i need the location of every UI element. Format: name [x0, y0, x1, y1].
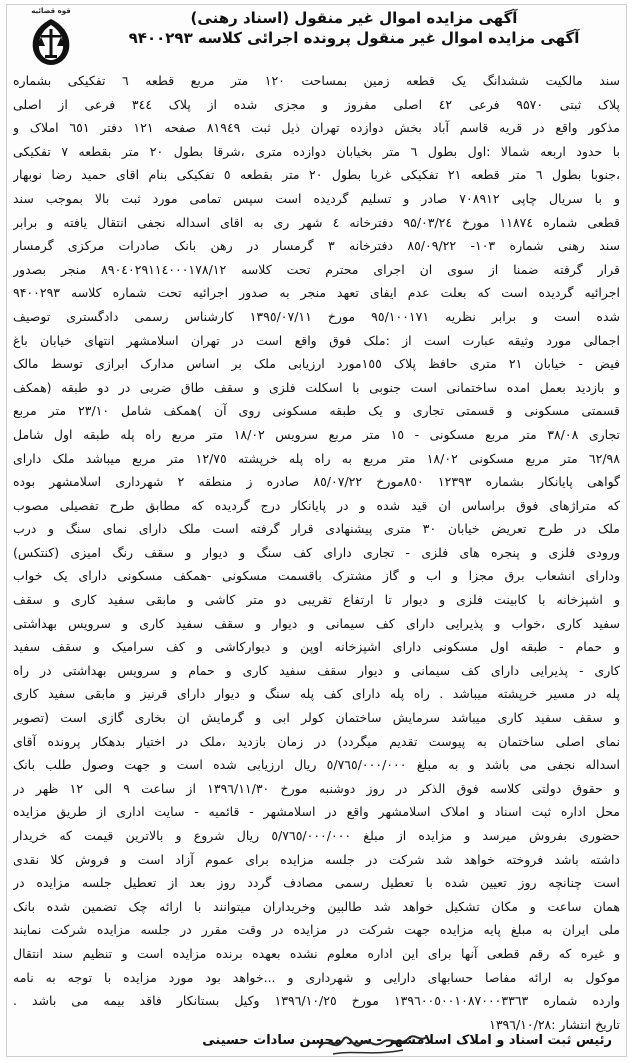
notice-line: اسداله نجفی می باشد و به مبلغ ٥/٧٦٥/٠٠٠/٠٠٠ ریال ارزیابی شده است و جهت وصول طلب بانک	[13, 757, 620, 773]
notice-line: ورودی فلزی و پنجره های فلزی - تجاری دارای کف سنگ و دیوار و سقف رنگ امیزی (کنتکس)	[13, 544, 620, 560]
notice-line: تجاری ۳۸/۰۸ متر مربع مسکونی - ۱٥ متر مربع سرویس ۱۸/۰۲ متر مربع راه پله طبقه اول شامل	[13, 426, 620, 442]
notice-line: سند رهنی شماره ۱۰٣- ۸٥/۰۹/۲۲ دفترخانه ٣ گرمسار در رهن بانک صادرات مرکزی گرمسار	[13, 238, 620, 254]
notice-line: و حمام - طبقه اول مسکونی دارای اشپزخانه اوپن و دیوارکاشی و کف سرامیک و سقف سفید	[13, 639, 620, 655]
notice-line: قطعی شماره ۱۱۸۷٤ مورخ ۹۵/۰۳/۲٤ دفترخانه ٤ شهر ری به اقای اسداله نجفی انتقال یافته و برابر	[13, 214, 620, 230]
notice-line: است چنانچه روز تعیین شده با تعطیل رسمی مصادف گردد روز بعد از تعطیل جلسه مزایده در	[13, 875, 620, 891]
notice-line: همان ساعت و مکان تشکیل خواهد شد طالبین وخریداران میتوانند با ارائه چک تضمین شده بانک	[13, 898, 620, 914]
notice-line: که متراژهای فوق براساس ان قید شده و در پایانکار درج گردیده که مطابق طرح تفصیلی مصوب	[13, 497, 620, 513]
notice-line: و حقوق دولتی کلاسه فوق الذکر در روز دوشنبه مورخ ۱۳۹٦/۱۱/۳۰ از ساعت ۹ الی ۱۲ ظهر در	[13, 780, 620, 796]
signatory: رئیس ثبت اسناد و املاک اسلامشهر - سید محسن سادات حسینی	[202, 1033, 612, 1048]
notice-line: کاری - پذیرایی دارای کف سیمانی و دیوار سقف سفید کاری و حمام و سرویس بهداشتی در راه	[13, 662, 620, 678]
notice-line: و بازدید بعمل امده ساختمانی است جنوبی با اسکلت فلزی و سقف طاق ضربی در دو طبقه (همکف	[13, 379, 620, 395]
notice-body	[13, 69, 620, 1036]
handwritten-signature-icon	[313, 1024, 433, 1060]
auction-notice	[6, 4, 627, 1057]
notice-line: اجرائیه گردیده است که بعلت عدم ایفای تعهد منجر به صدور اجرائیه تحت شماره کلاسه ۹۴۰۰۲۹۳	[13, 285, 620, 301]
notice-line: پله در مسیر خرپشته میباشد . راه پله دارای کف پله سنگ و دیوار دارای قرنیز و مابقی سفید کاری	[13, 686, 620, 702]
notice-line: فیض - خیابان ۲۱ متری حافظ پلاک ۱٥٥مورد ارزیابی ملک بر اساس مدارک ابرازی توسط مالک	[13, 356, 620, 372]
notice-titles	[94, 9, 614, 48]
notice-header	[7, 5, 626, 67]
notice-line: ٦۲/۹۸ متر مربع مسکونی ۱۸/۰۲ متر مربع به راه پله خرپشته ۱۲/۷٥ متر مربع میباشد ملک دارای	[13, 450, 620, 466]
notice-line: ملک در طرح تعریض خیابان ۳۰ متری پیشنهادی قرار گرفته است ملک دارای نمای سنگ و درب	[13, 521, 620, 537]
emblem-caption: قوه قضائیه	[31, 7, 71, 15]
publication-date: تاریخ انتشار :۱۳۹٦/۱۰/۲۸	[489, 1016, 620, 1032]
notice-line: اجمالی مورد وثیقه عبارت است از :ملک فوق واقع است در تهران اسلامشهر انتهای خیابان باغ	[13, 332, 620, 348]
notice-line: و غیره که رقم قطعی آنها برای این اداره معلوم نشده بعهده برنده مزایده است و تنظیم سند انتقال	[13, 945, 620, 961]
notice-line: سفید کاری ،خواب و پذیرایی دارای کف سیمانی و دیوار و سقف سفید کاری و سرویس بهداشتی	[13, 615, 620, 631]
notice-line: قرار گرفته ضمنا از سوی ان اجرای محترم تحت کلاسه ۸۹۰٤۰۲۹۱۱٤۰۰۰۱۷۸/۱۲ منجر بصدور	[13, 261, 620, 277]
notice-line: حضوری بفروش میرسد و مزایده از مبلغ ٥/٧٦٥/٠٠٠/٠٠٠ ریال شروع و بالاترین قیمت که خریدار	[13, 828, 620, 843]
notice-line: موکول به ارائه مفاصا حسابهای دارایی و شهرداری و ...خواهد بود مورد مزایده با توجه به نامه	[13, 969, 620, 985]
notice-line: با حدود اربعه شمالا :اول بطول ٦ متر بخیابان دوازده متری ،شرقا بطول ٢٠ متر بقطعه ٧ تفکیکی	[13, 143, 620, 159]
notice-line: شده است و برابر نظریه ۹٥/۱۰۰۱۷۱ مورخ ۱۳۹٥/۰۷/۱۱ کارشناس رسمی دادگستری توصیف	[13, 308, 620, 324]
notice-line: و با سریال چاپی ۷۰۸۹۱۲ صادر و تسلیم گردیده است سپس تمامی مورد ثبت بالا بموجب سند	[13, 190, 620, 206]
notice-line: سند مالکیت ششدانگ یک قطعه زمین بمساحت ۱۲۰ متر مربع قطعه ٦ تفکیکی بشماره	[13, 73, 620, 88]
notice-line: محل اداره ثبت اسناد و املاک اسلامشهر واقع در اسلامشهر - قائمیه - سایت اداری از طریق مزایده	[13, 804, 620, 820]
judiciary-emblem-icon	[21, 7, 81, 67]
notice-line: قسمتی مسکونی و قسمتی تجاری و یک طبقه مسکونی روی آن )همکف شامل ۲۳/۱۰ متر مربع	[13, 403, 620, 419]
notice-line: مذکور واقع در قریه قاسم آباد بخش دوازده تهران ذیل ثبت ۸۱۹٤۹ صفحه ۱۲۱ دفتر ٦٥١ املاک و	[13, 120, 620, 136]
notice-line: و سقف سفید کاری میباشد سرمایش ساختمان کولر ابی و گرمایش ان بخاری گازی است (تصویر	[13, 710, 620, 726]
notice-footer	[13, 1030, 620, 1054]
notice-title-secondary: آگهی مزایده اموال غیر منقول پرونده اجرائی کلاسه ۹۴۰۰۲۹۳	[128, 29, 580, 47]
notice-line: وارده شماره ۱۳۹٦۰۰٥۰۰۱۰۸۷۰۰۰۳۳٦۳ مورخ ۱۳۹٦/۱۰/۲٥ وکیل بستانکار فاقد بیمه می باشد .	[13, 993, 620, 1009]
notice-line: نمای اصلی ساختمان به پیوست تقدیم میگردد) در زمان بازدید ،ملک در اختیار بدهکار پرونده آقای	[13, 733, 620, 749]
notice-line: پلاک ثبتی ۹۵۷۰ فرعی ٤٢ اصلی مفروز و مجزی شده از پلاک ٣٤٤ فرعی از اصلی	[13, 96, 620, 112]
notice-line: و اشپزخانه با کابینت فلزی و دیوار تا ارتفاع تقریبی دو متر کاشی و مابقی سفید کاری و سقف	[13, 592, 620, 608]
notice-line: داشته باشد فروخته خواهد شد شرکت در جلسه مزایده برای عموم آزاد است و فروش کلا نقدی	[13, 851, 620, 867]
notice-line: ودارای انشعاب برق مجزا و اب و گاز مشترک باقسمت مسکونی -همکف مسکونی دارای یک خواب	[13, 568, 620, 584]
notice-title-primary: آگهی مزایده اموال غیر منقول (اسناد رهنی)	[190, 9, 518, 27]
notice-line: ،جنوبا بطول ٦ متر قطعه ۲۱ تفکیکی غربا بطول ٢٠ متر بقطعه ٥ تفکیکی بنام اقای حمید رضا نوبهار	[13, 167, 620, 183]
notice-line: گواهی پایانکار بشماره ۱۲۳۹۳ ۸٥٠مورخ ۸٥/۰۷/۲۲ صادره ز منطقه ۲ شهرداری اسلامشهر بوده	[13, 474, 620, 490]
scales-emblem-icon	[21, 15, 81, 69]
notice-line: ملی ایران به مبلغ پایه مزایده جهت شرکت در مزایده در وقت مقرر در جلسه مزایده شرکت نمایند	[13, 922, 620, 938]
